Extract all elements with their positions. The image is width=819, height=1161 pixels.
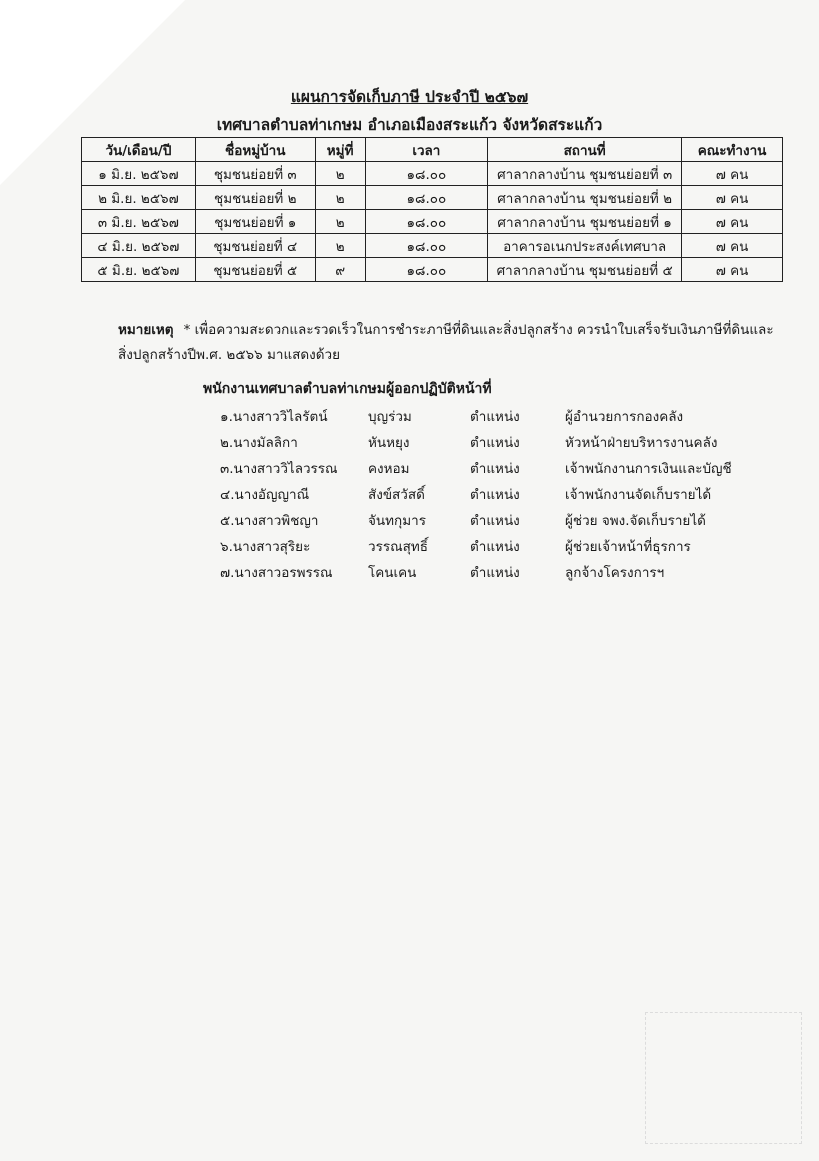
cell-village: ชุมชนย่อยที่ ๑	[195, 210, 315, 234]
staff-row	[0, 561, 819, 586]
cell-date: ๒ มิ.ย. ๒๕๖๗	[82, 186, 196, 210]
document-subtitle: เทศบาลตำบลท่าเกษม อำเภอเมืองสระแก้ว จังหวัดสระแก้ว	[216, 116, 603, 134]
cell-date: ๔ มิ.ย. ๒๕๖๗	[82, 234, 196, 258]
staff-position-label: ตำแหน่ง	[470, 435, 520, 451]
header-village: ชื่อหมู่บ้าน	[195, 138, 315, 162]
staff-row	[0, 509, 819, 534]
cell-date: ๓ มิ.ย. ๒๕๖๗	[82, 210, 196, 234]
staff-surname: โคนเคน	[368, 565, 417, 581]
staff-surname: สังข์สวัสดิ์	[368, 487, 425, 503]
staff-name: ๖.นางสาวสุริยะ	[220, 539, 311, 555]
document-title: แผนการจัดเก็บภาษี ประจำปี ๒๕๖๗	[290, 88, 529, 106]
table-row	[82, 234, 783, 258]
staff-heading: พนักงานเทศบาลตำบลท่าเกษมผู้ออกปฏิบัติหน้าที่	[203, 381, 492, 397]
cell-village: ชุมชนย่อยที่ ๔	[195, 234, 315, 258]
cell-place: ศาลากลางบ้าน ชุมชนย่อยที่ ๑	[488, 210, 682, 234]
header-time: เวลา	[365, 138, 488, 162]
staff-name: ๗.นางสาวอรพรรณ	[220, 565, 333, 581]
cell-team: ๗ คน	[682, 162, 783, 186]
staff-surname: หันหยุง	[368, 435, 410, 451]
staff-position-label: ตำแหน่ง	[470, 409, 520, 425]
staff-row	[0, 405, 819, 430]
staff-surname: บุญร่วม	[368, 409, 412, 425]
header-place: สถานที่	[488, 138, 682, 162]
cell-place: ศาลากลางบ้าน ชุมชนย่อยที่ ๒	[488, 186, 682, 210]
staff-surname: จันทกุมาร	[368, 513, 426, 529]
cell-place: อาคารอเนกประสงค์เทศบาล	[488, 234, 682, 258]
cell-village: ชุมชนย่อยที่ ๓	[195, 162, 315, 186]
table-header-row	[82, 138, 783, 162]
note-text: * เพื่อความสะดวกและรวดเร็วในการชำระภาษีที่ดินและสิ่งปลูกสร้าง ควรนำใบเสร็จรับเงินภาษีที่ดินและสิ่งปลูกสร้างปีพ.ศ. ๒๕๖๖ มาแสดงด้วย	[118, 322, 774, 363]
table-row	[82, 258, 783, 282]
cell-time: ๑๘.๐๐	[365, 162, 488, 186]
staff-position-label: ตำแหน่ง	[470, 513, 520, 529]
note-paragraph	[118, 318, 778, 368]
staff-position: ผู้ช่วย จพง.จัดเก็บรายได้	[565, 513, 706, 529]
staff-position: เจ้าพนักงานการเงินและบัญชี	[565, 461, 732, 477]
staff-name: ๔.นางอัญญาณี	[220, 487, 310, 503]
header-team: คณะทำงาน	[682, 138, 783, 162]
header-date: วัน/เดือน/ปี	[82, 138, 196, 162]
cell-moo: ๒	[315, 234, 365, 258]
staff-name: ๓.นางสาววิไลวรรณ	[220, 461, 338, 477]
cell-place: ศาลากลางบ้าน ชุมชนย่อยที่ ๕	[488, 258, 682, 282]
cell-moo: ๒	[315, 186, 365, 210]
schedule-table	[81, 137, 783, 282]
faded-stamp-area	[645, 1012, 802, 1144]
staff-row	[0, 457, 819, 482]
table-row	[82, 186, 783, 210]
staff-row	[0, 483, 819, 508]
cell-place: ศาลากลางบ้าน ชุมชนย่อยที่ ๓	[488, 162, 682, 186]
cell-team: ๗ คน	[682, 210, 783, 234]
cell-time: ๑๘.๐๐	[365, 258, 488, 282]
staff-name: ๑.นางสาววิไลรัตน์	[220, 409, 328, 425]
cell-time: ๑๘.๐๐	[365, 234, 488, 258]
staff-position-label: ตำแหน่ง	[470, 539, 520, 555]
cell-moo: ๒	[315, 162, 365, 186]
staff-row	[0, 535, 819, 560]
cell-team: ๗ คน	[682, 186, 783, 210]
header-moo: หมู่ที่	[315, 138, 365, 162]
table-row	[82, 162, 783, 186]
staff-position-label: ตำแหน่ง	[470, 565, 520, 581]
staff-name: ๕.นางสาวพิชญา	[220, 513, 319, 529]
staff-position-label: ตำแหน่ง	[470, 487, 520, 503]
cell-date: ๕ มิ.ย. ๒๕๖๗	[82, 258, 196, 282]
cell-moo: ๙	[315, 258, 365, 282]
note-label: หมายเหตุ	[118, 322, 174, 338]
cell-date: ๑ มิ.ย. ๒๕๖๗	[82, 162, 196, 186]
staff-position-label: ตำแหน่ง	[470, 461, 520, 477]
staff-position: หัวหน้าฝ่ายบริหารงานคลัง	[565, 435, 718, 451]
cell-moo: ๒	[315, 210, 365, 234]
cell-time: ๑๘.๐๐	[365, 186, 488, 210]
cell-village: ชุมชนย่อยที่ ๕	[195, 258, 315, 282]
staff-position: เจ้าพนักงานจัดเก็บรายได้	[565, 487, 712, 503]
cell-village: ชุมชนย่อยที่ ๒	[195, 186, 315, 210]
cell-team: ๗ คน	[682, 258, 783, 282]
staff-surname: คงหอม	[368, 461, 410, 477]
staff-surname: วรรณสุทธิ์	[368, 539, 428, 555]
cell-team: ๗ คน	[682, 234, 783, 258]
staff-position: ลูกจ้างโครงการฯ	[565, 565, 665, 581]
staff-position: ผู้อำนวยการกองคลัง	[565, 409, 684, 425]
table-row	[82, 210, 783, 234]
staff-name: ๒.นางมัลลิกา	[220, 435, 298, 451]
staff-row	[0, 431, 819, 456]
staff-position: ผู้ช่วยเจ้าหน้าที่ธุรการ	[565, 539, 691, 555]
cell-time: ๑๘.๐๐	[365, 210, 488, 234]
